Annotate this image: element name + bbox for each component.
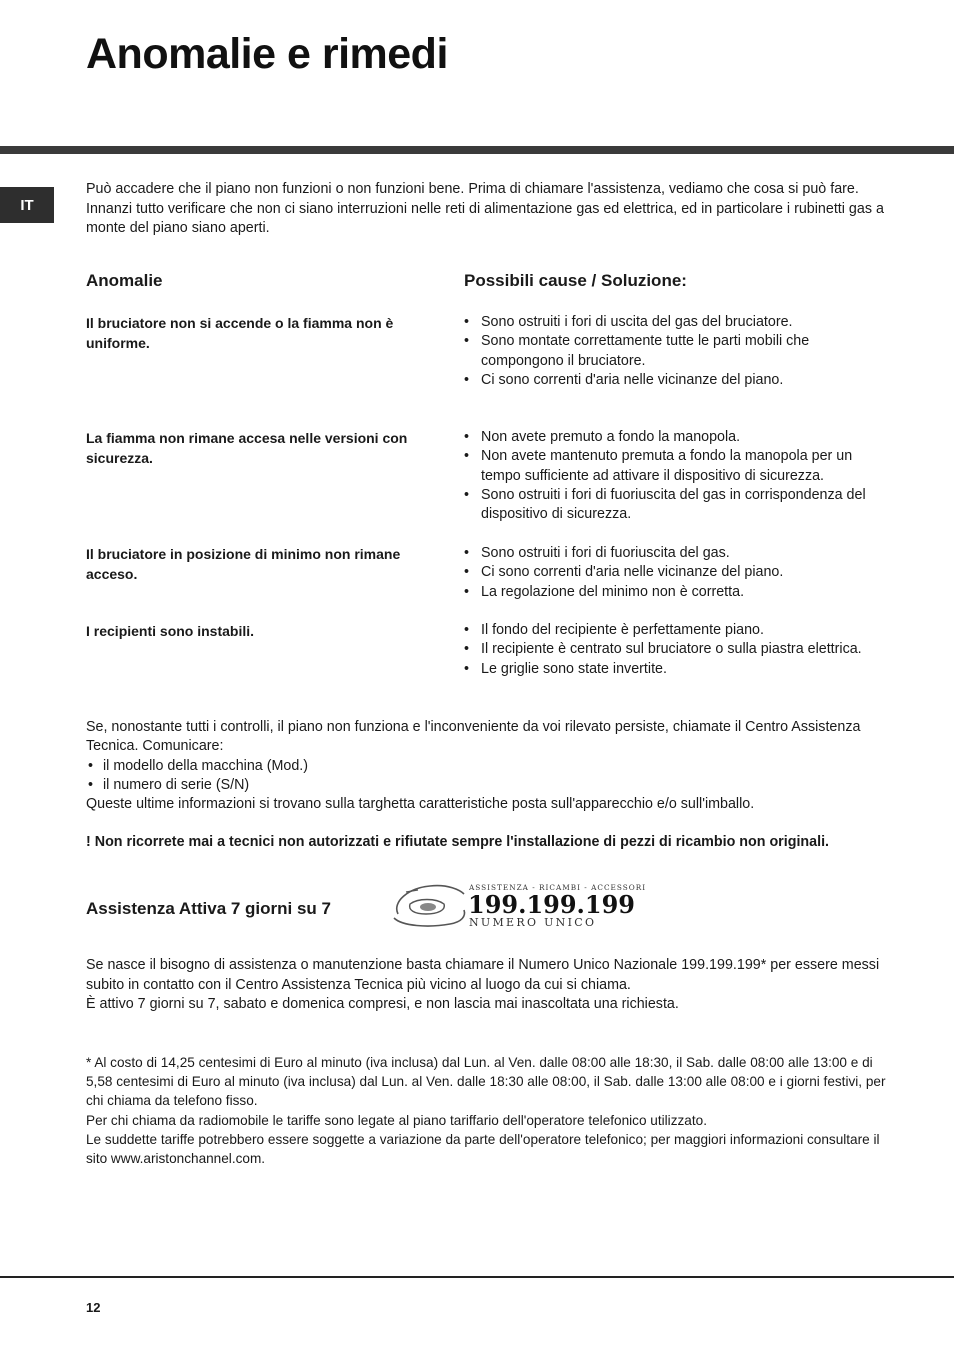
intro-paragraph: Può accadere che il piano non funzioni o non funzioni bene. Prima di chiamare l'assistenza, vediamo che cosa si può fare. Innanzi tutto verificare che non ci siano interruzioni nelle reti di alimentazione gas ed elettrica, ed in particolare i rubinetti gas a monte del piano siano aperti. [86,181,884,236]
warning-text: Non ricorrete mai a tecnici non autorizzati e rifiutate sempre l'installazione di pezzi di ricambio non originali. [94,834,830,850]
footnote-p1: * Al costo di 14,25 centesimi di Euro al minuto (iva inclusa) dal Lun. al Ven. dalle 08:00 alle 18:30, il Sab. dalle 08:00 alle 13:00 e di 5,58 centesimi di Euro al minuto (iva inclusa) dal Lun. al Ven. dalle 18:30 alle 08:00, il Sab. dalle 13:00 alle 08:00 e i giorni festivi, per chi chiama da telefono fisso. [86,1055,886,1109]
assistance-title: Assistenza Attiva 7 giorni su 7 [86,899,331,918]
page-title: Anomalie e rimedi [86,30,448,78]
cause-item: • Le griglie sono state invertite. [464,660,894,679]
causes-list-1 [464,313,894,390]
cause-item: • Ci sono correnti d'aria nelle vicinanze del piano. [464,371,894,390]
logo-bottom-text: NUMERO UNICO [469,916,597,929]
column-header-anomalie: Anomalie [86,271,163,290]
cause-item: • Ci sono correnti d'aria nelle vicinanze del piano. [464,563,894,582]
service-note-text: Se, nonostante tutti i controlli, il piano non funziona e l'inconveniente da voi rilevato persiste, chiamate il Centro Assistenza Tecnica. Comunicare: [86,719,861,755]
cause-item: • Il recipiente è centrato sul bruciatore o sulla piastra elettrica. [464,640,894,659]
problem-flame-not-staying-lit: La fiamma non rimane accesa nelle versioni con sicurezza. [86,430,408,466]
service-info-list [86,757,886,796]
cause-item: • Non avete premuto a fondo la manopola. [464,428,894,447]
warning-notice [86,833,886,853]
cause-item: • Sono ostruiti i fori di fuoriuscita del gas. [464,544,894,563]
cause-item: • Il fondo del recipiente è perfettamente piano. [464,621,894,640]
footer-divider-line [0,1276,954,1278]
cause-item: • La regolazione del minimo non è corretta. [464,583,894,602]
page-number: 12 [86,1300,101,1315]
numero-unico-logo [388,880,647,932]
cause-item: • Non avete mantenuto premuta a fondo la manopola per un tempo sufficiente ad attivare il dispositivo di sicurezza. [464,447,894,486]
header-divider-bar [0,146,954,154]
column-header-cause: Possibili cause / Soluzione: [464,271,687,290]
service-note-after: Queste ultime informazioni si trovano sulla targhetta caratteristiche posta sull'apparecchio e/o sull'imballo. [86,796,755,813]
service-info-item: • il numero di serie (S/N) [86,776,886,795]
telephone-icon [388,880,647,932]
language-tab: IT [0,187,54,223]
causes-list-4 [464,621,894,679]
service-info-item: • il modello della macchina (Mod.) [86,757,886,776]
problem-minimum-position: Il bruciatore in posizione di minimo non rimane acceso. [86,546,401,582]
assistance-text [86,956,886,1015]
footnote-p3: Le suddette tariffe potrebbero essere soggette a variazione da parte dell'operatore telefonico; per maggiori informazioni consultare il sito www.aristonchannel.com. [86,1131,880,1167]
causes-list-2 [464,428,894,524]
logo-top-text: ASSISTENZA - RICAMBI - ACCESSORI [469,883,647,892]
problem-unstable-pans: I recipienti sono instabili. [86,623,255,639]
cause-item: • Sono montate correttamente tutte le parti mobili che compongono il bruciatore. [464,332,894,371]
footnote-p2: Per chi chiama da radiomobile le tariffe sono legate al piano tariffario dell'operatore telefonico utilizzato. [86,1112,707,1128]
assistance-text-2: È attivo 7 giorni su 7, sabato e domenica compresi, e non lascia mai inascoltata una richiesta. [86,996,679,1012]
cause-item: • Sono ostruiti i fori di fuoriuscita del gas in corrispondenza del dispositivo di sicurezza. [464,486,894,525]
assistance-text-1: Se nasce il bisogno di assistenza o manutenzione basta chiamare il Numero Unico Nazionale 199.199.199* per essere messi subito in contatto con il Centro Assistenza Tecnica più vicino al luogo da cui si chiama. [86,957,880,993]
tariff-footnote [86,1053,886,1168]
service-note [86,718,886,814]
causes-list-3 [464,544,894,602]
cause-item: • Sono ostruiti i fori di uscita del gas del bruciatore. [464,313,894,332]
warning-icon: ! [86,834,91,850]
logo-number-text: 199.199.199 [468,890,636,919]
problem-burner-not-lighting: Il bruciatore non si accende o la fiamma non è uniforme. [86,315,394,351]
